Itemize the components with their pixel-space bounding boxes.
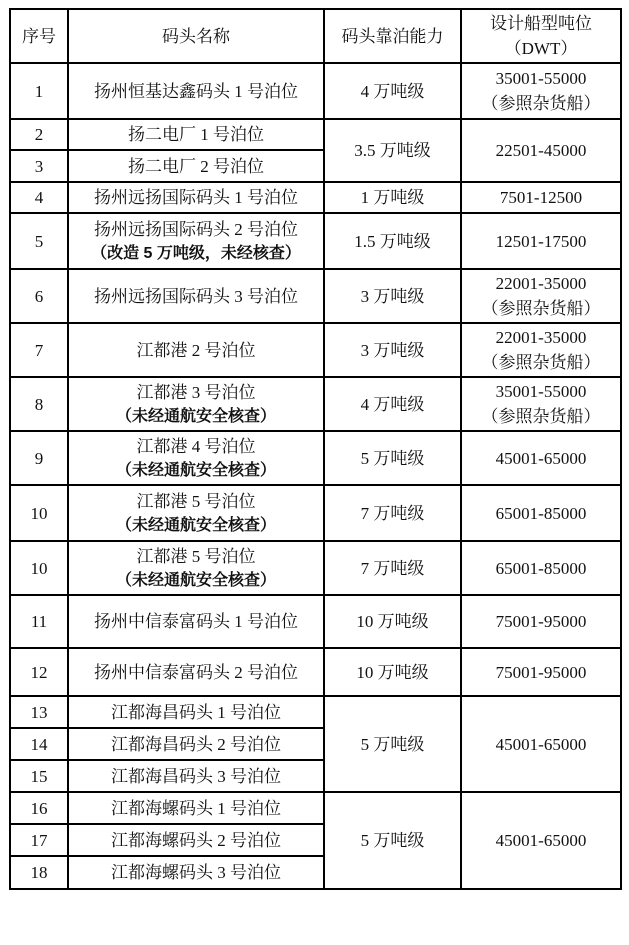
dock-note: （改造 5 万吨级，未经核查） <box>91 244 301 262</box>
table-row <box>10 485 621 541</box>
cell-dock-name: 江都海螺码头 1 号泊位 <box>68 792 324 824</box>
cell-dwt <box>461 63 621 119</box>
cell-dwt: 45001-65000 <box>461 792 621 889</box>
cell-dock-name: 江都海昌码头 3 号泊位 <box>68 760 324 792</box>
table-row <box>10 792 621 824</box>
cell-dock-name: 江都港 2 号泊位 <box>68 323 324 377</box>
cell-serial: 6 <box>10 269 68 323</box>
table-row <box>10 213 621 269</box>
table-row <box>10 182 621 213</box>
berth-table <box>9 8 622 890</box>
cell-capacity: 1 万吨级 <box>324 182 461 213</box>
cell-dwt: 45001-65000 <box>461 696 621 792</box>
cell-dock-name: 江都海昌码头 1 号泊位 <box>68 696 324 728</box>
cell-dwt: 75001-95000 <box>461 648 621 696</box>
cell-capacity: 5 万吨级 <box>324 792 461 889</box>
dock-note: （未经通航安全核查） <box>115 461 276 479</box>
cell-capacity: 5 万吨级 <box>324 431 461 485</box>
cell-dwt: 65001-85000 <box>461 485 621 541</box>
header-row <box>10 9 621 63</box>
cell-serial: 5 <box>10 213 68 269</box>
cell-capacity: 3.5 万吨级 <box>324 119 461 182</box>
cell-dwt <box>461 377 621 431</box>
cell-serial: 1 <box>10 63 68 119</box>
cell-serial: 13 <box>10 696 68 728</box>
table-row <box>10 323 621 377</box>
header-dock-name: 码头名称 <box>68 9 324 63</box>
cell-dock-name: 扬州远扬国际码头 3 号泊位 <box>68 269 324 323</box>
table-row <box>10 119 621 150</box>
table-row <box>10 696 621 728</box>
cell-serial: 14 <box>10 728 68 760</box>
cell-serial: 9 <box>10 431 68 485</box>
dwt-value: 35001-55000 <box>495 382 587 401</box>
cell-serial: 7 <box>10 323 68 377</box>
cell-serial: 11 <box>10 595 68 648</box>
table-row <box>10 541 621 595</box>
cell-dwt: 75001-95000 <box>461 595 621 648</box>
dwt-value: 22001-35000 <box>495 328 587 347</box>
header-dwt-line1: 设计船型吨位 <box>490 14 592 33</box>
cell-dock-name: 扬州恒基达鑫码头 1 号泊位 <box>68 63 324 119</box>
dock-note: （未经通航安全核查） <box>115 571 276 589</box>
dwt-note: （参照杂货船） <box>481 353 601 372</box>
dwt-note: （参照杂货船） <box>481 94 601 113</box>
cell-serial: 18 <box>10 856 68 889</box>
cell-serial: 8 <box>10 377 68 431</box>
cell-dwt: 22501-45000 <box>461 119 621 182</box>
cell-dock-name: 扬二电厂 2 号泊位 <box>68 150 324 182</box>
cell-serial: 2 <box>10 119 68 150</box>
cell-capacity: 3 万吨级 <box>324 269 461 323</box>
cell-capacity: 4 万吨级 <box>324 377 461 431</box>
cell-serial: 10 <box>10 541 68 595</box>
dock-note: （未经通航安全核查） <box>115 407 276 425</box>
cell-serial: 10 <box>10 485 68 541</box>
cell-serial: 3 <box>10 150 68 182</box>
cell-dwt: 12501-17500 <box>461 213 621 269</box>
dock-name-line: 江都港 3 号泊位 <box>136 382 256 402</box>
table-row <box>10 648 621 696</box>
header-capacity: 码头靠泊能力 <box>324 9 461 63</box>
dwt-value: 35001-55000 <box>495 69 587 88</box>
cell-dock-name <box>68 377 324 431</box>
header-dwt <box>461 9 621 63</box>
dock-name-line: 江都港 5 号泊位 <box>136 491 256 511</box>
cell-capacity: 5 万吨级 <box>324 696 461 792</box>
cell-capacity: 10 万吨级 <box>324 648 461 696</box>
table-row <box>10 63 621 119</box>
cell-dock-name: 扬州中信泰富码头 1 号泊位 <box>68 595 324 648</box>
table-row <box>10 269 621 323</box>
dock-name-line: 江都港 5 号泊位 <box>136 546 256 566</box>
cell-dock-name: 扬二电厂 1 号泊位 <box>68 119 324 150</box>
cell-serial: 17 <box>10 824 68 856</box>
dock-note: （未经通航安全核查） <box>115 516 276 534</box>
cell-dock-name: 江都海螺码头 2 号泊位 <box>68 824 324 856</box>
cell-dwt <box>461 323 621 377</box>
dwt-note: （参照杂货船） <box>481 299 601 318</box>
cell-dock-name: 江都海螺码头 3 号泊位 <box>68 856 324 889</box>
cell-dwt: 7501-12500 <box>461 182 621 213</box>
header-dwt-line2: （DWT） <box>504 39 578 58</box>
dock-name-line: 扬州远扬国际码头 2 号泊位 <box>94 219 298 239</box>
cell-dock-name <box>68 485 324 541</box>
table-row <box>10 431 621 485</box>
cell-serial: 4 <box>10 182 68 213</box>
dwt-note: （参照杂货船） <box>481 407 601 426</box>
dwt-value: 22001-35000 <box>495 274 587 293</box>
cell-serial: 15 <box>10 760 68 792</box>
cell-serial: 16 <box>10 792 68 824</box>
cell-dock-name <box>68 213 324 269</box>
cell-dwt: 65001-85000 <box>461 541 621 595</box>
cell-serial: 12 <box>10 648 68 696</box>
cell-dock-name: 扬州中信泰富码头 2 号泊位 <box>68 648 324 696</box>
cell-dwt: 45001-65000 <box>461 431 621 485</box>
cell-capacity: 7 万吨级 <box>324 541 461 595</box>
cell-capacity: 7 万吨级 <box>324 485 461 541</box>
cell-capacity: 10 万吨级 <box>324 595 461 648</box>
header-serial: 序号 <box>10 9 68 63</box>
cell-capacity: 1.5 万吨级 <box>324 213 461 269</box>
cell-dock-name: 江都海昌码头 2 号泊位 <box>68 728 324 760</box>
table-row <box>10 377 621 431</box>
cell-capacity: 3 万吨级 <box>324 323 461 377</box>
cell-dock-name <box>68 431 324 485</box>
dock-name-line: 江都港 4 号泊位 <box>136 436 256 456</box>
cell-dwt <box>461 269 621 323</box>
cell-dock-name <box>68 541 324 595</box>
table-row <box>10 595 621 648</box>
cell-capacity: 4 万吨级 <box>324 63 461 119</box>
cell-dock-name: 扬州远扬国际码头 1 号泊位 <box>68 182 324 213</box>
